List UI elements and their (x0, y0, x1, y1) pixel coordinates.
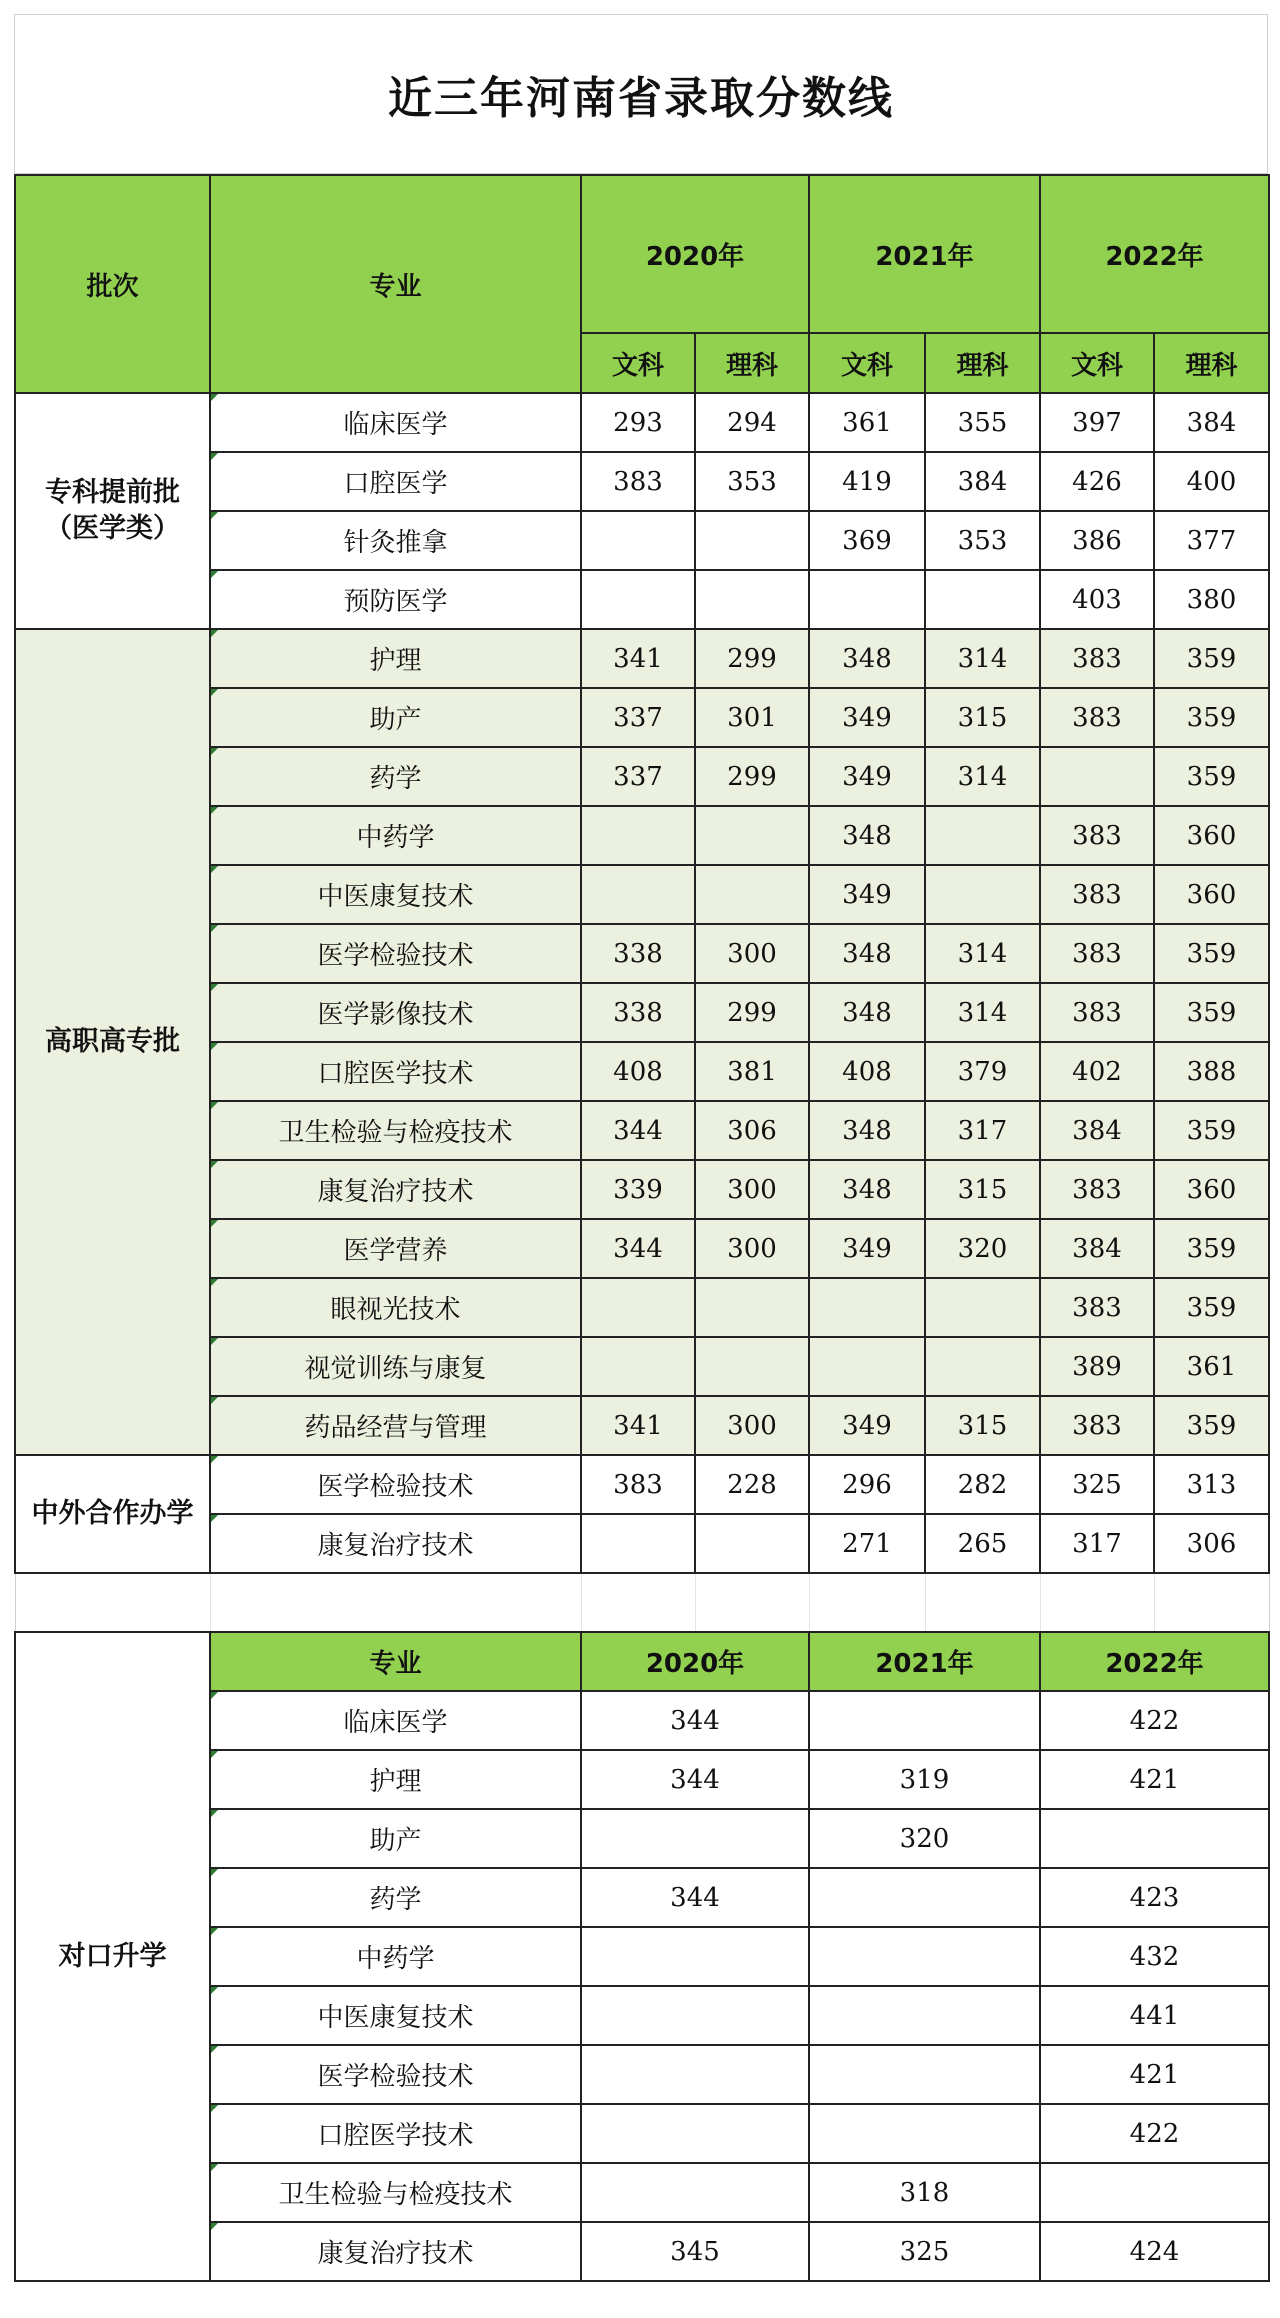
score-cell: 300 (695, 1219, 809, 1278)
score-cell: 348 (809, 1101, 925, 1160)
score-cell (809, 1337, 925, 1396)
score-cell (581, 806, 695, 865)
score-cell: 338 (581, 983, 695, 1042)
duikou-header-row (15, 1632, 1269, 1691)
score-cell: 344 (581, 1219, 695, 1278)
table-row (15, 1455, 1269, 1514)
score-cell (695, 570, 809, 629)
score-cell (695, 511, 809, 570)
score-cell: 294 (695, 393, 809, 452)
score-cell: 383 (1040, 983, 1154, 1042)
score-table (14, 174, 1270, 2282)
score-cell: 300 (695, 1396, 809, 1455)
score-cell: 355 (925, 393, 1040, 452)
major-cell: 口腔医学技术 (210, 2104, 581, 2163)
score-cell: 314 (925, 983, 1040, 1042)
score-cell: 383 (1040, 924, 1154, 983)
major-cell: 口腔医学 (210, 452, 581, 511)
score-cell: 421 (1040, 2045, 1269, 2104)
score-cell: 421 (1040, 1750, 1269, 1809)
score-cell: 315 (925, 688, 1040, 747)
score-cell: 403 (1040, 570, 1154, 629)
score-cell: 361 (1154, 1337, 1269, 1396)
score-cell: 314 (925, 747, 1040, 806)
major-cell: 药学 (210, 1868, 581, 1927)
score-cell: 348 (809, 629, 925, 688)
score-cell (809, 1278, 925, 1337)
score-cell: 359 (1154, 1278, 1269, 1337)
score-cell (695, 1337, 809, 1396)
score-cell (581, 1278, 695, 1337)
header-like-2022: 理科 (1154, 333, 1269, 393)
score-cell: 359 (1154, 924, 1269, 983)
major-cell: 护理 (210, 1750, 581, 1809)
table-row (15, 629, 1269, 688)
score-cell: 325 (1040, 1455, 1154, 1514)
score-cell: 384 (1040, 1101, 1154, 1160)
score-cell: 344 (581, 1101, 695, 1160)
major-cell: 中药学 (210, 806, 581, 865)
score-cell: 359 (1154, 1396, 1269, 1455)
score-cell: 383 (1040, 1278, 1154, 1337)
score-cell: 345 (581, 2222, 809, 2281)
score-cell (809, 570, 925, 629)
score-cell: 317 (925, 1101, 1040, 1160)
score-cell (809, 1691, 1040, 1750)
score-cell: 344 (581, 1750, 809, 1809)
score-cell: 389 (1040, 1337, 1154, 1396)
major-cell: 医学营养 (210, 1219, 581, 1278)
score-cell: 337 (581, 747, 695, 806)
score-cell: 359 (1154, 629, 1269, 688)
header-year-2020: 2020年 (581, 175, 809, 333)
header-wenke-2022: 文科 (1040, 333, 1154, 393)
batch-label: 对口升学 (15, 1632, 210, 2281)
duikou-header-major: 专业 (210, 1632, 581, 1691)
spacer-cell (1040, 1573, 1154, 1632)
score-cell (809, 2045, 1040, 2104)
major-cell: 药学 (210, 747, 581, 806)
major-cell: 康复治疗技术 (210, 1514, 581, 1573)
score-cell: 383 (581, 452, 695, 511)
score-cell: 441 (1040, 1986, 1269, 2045)
major-cell: 预防医学 (210, 570, 581, 629)
major-cell: 医学检验技术 (210, 1455, 581, 1514)
score-cell: 381 (695, 1042, 809, 1101)
score-cell: 359 (1154, 688, 1269, 747)
major-cell: 视觉训练与康复 (210, 1337, 581, 1396)
score-cell: 319 (809, 1750, 1040, 1809)
score-cell: 419 (809, 452, 925, 511)
score-cell: 360 (1154, 865, 1269, 924)
spacer-cell (695, 1573, 809, 1632)
score-cell (809, 2104, 1040, 2163)
score-cell: 383 (1040, 688, 1154, 747)
score-cell: 383 (1040, 1160, 1154, 1219)
header-batch: 批次 (15, 175, 210, 393)
score-cell: 348 (809, 983, 925, 1042)
score-cell: 361 (809, 393, 925, 452)
spacer-row (15, 1573, 1269, 1632)
score-cell: 359 (1154, 983, 1269, 1042)
score-cell (809, 1927, 1040, 1986)
score-cell (581, 1337, 695, 1396)
score-cell: 341 (581, 1396, 695, 1455)
table-row (15, 393, 1269, 452)
batch-label: 专科提前批 （医学类） (15, 393, 210, 629)
score-cell (925, 1278, 1040, 1337)
major-cell: 药品经营与管理 (210, 1396, 581, 1455)
score-cell: 293 (581, 393, 695, 452)
score-cell: 400 (1154, 452, 1269, 511)
header-year-2021: 2021年 (809, 175, 1040, 333)
score-cell (695, 1514, 809, 1573)
score-cell (925, 1337, 1040, 1396)
score-cell: 408 (581, 1042, 695, 1101)
score-cell (581, 2045, 809, 2104)
score-cell: 383 (1040, 806, 1154, 865)
score-cell: 271 (809, 1514, 925, 1573)
score-cell: 349 (809, 688, 925, 747)
score-cell: 397 (1040, 393, 1154, 452)
header-row-years (15, 175, 1269, 333)
score-sheet (14, 14, 1268, 2282)
score-cell: 353 (925, 511, 1040, 570)
score-cell: 337 (581, 688, 695, 747)
score-cell (695, 1278, 809, 1337)
major-cell: 临床医学 (210, 393, 581, 452)
major-cell: 助产 (210, 1809, 581, 1868)
score-cell: 306 (1154, 1514, 1269, 1573)
score-cell: 318 (809, 2163, 1040, 2222)
spacer-cell (1154, 1573, 1269, 1632)
score-cell (581, 1986, 809, 2045)
header-major: 专业 (210, 175, 581, 393)
score-cell: 344 (581, 1868, 809, 1927)
score-cell: 349 (809, 1219, 925, 1278)
major-cell: 中医康复技术 (210, 1986, 581, 2045)
score-cell: 306 (695, 1101, 809, 1160)
score-cell (925, 570, 1040, 629)
score-cell: 359 (1154, 1219, 1269, 1278)
score-cell: 301 (695, 688, 809, 747)
duikou-header-year: 2020年 (581, 1632, 809, 1691)
score-cell: 359 (1154, 747, 1269, 806)
score-cell (581, 865, 695, 924)
score-cell (1040, 1809, 1269, 1868)
score-cell: 380 (1154, 570, 1269, 629)
major-cell: 临床医学 (210, 1691, 581, 1750)
score-cell: 384 (925, 452, 1040, 511)
header-year-2022: 2022年 (1040, 175, 1269, 333)
score-cell (581, 511, 695, 570)
score-cell (809, 1986, 1040, 2045)
score-cell: 386 (1040, 511, 1154, 570)
score-cell: 423 (1040, 1868, 1269, 1927)
header-like-2021: 理科 (925, 333, 1040, 393)
score-cell: 338 (581, 924, 695, 983)
score-cell: 349 (809, 747, 925, 806)
major-cell: 中药学 (210, 1927, 581, 1986)
score-cell (695, 806, 809, 865)
batch-label: 中外合作办学 (15, 1455, 210, 1573)
score-cell (581, 2104, 809, 2163)
score-cell: 360 (1154, 806, 1269, 865)
score-cell: 348 (809, 1160, 925, 1219)
score-cell: 422 (1040, 2104, 1269, 2163)
score-cell: 320 (925, 1219, 1040, 1278)
spacer-cell (210, 1573, 581, 1632)
score-cell: 369 (809, 511, 925, 570)
score-cell (925, 806, 1040, 865)
score-cell (809, 1868, 1040, 1927)
score-cell: 360 (1154, 1160, 1269, 1219)
score-cell: 348 (809, 806, 925, 865)
score-cell: 384 (1154, 393, 1269, 452)
score-cell (581, 1809, 809, 1868)
title-box (14, 14, 1268, 174)
score-cell: 344 (581, 1691, 809, 1750)
score-cell (581, 2163, 809, 2222)
duikou-header-year: 2022年 (1040, 1632, 1269, 1691)
major-cell: 中医康复技术 (210, 865, 581, 924)
score-cell: 359 (1154, 1101, 1269, 1160)
major-cell: 护理 (210, 629, 581, 688)
score-cell (925, 865, 1040, 924)
score-cell (581, 1514, 695, 1573)
score-cell: 299 (695, 983, 809, 1042)
score-cell: 320 (809, 1809, 1040, 1868)
major-cell: 医学影像技术 (210, 983, 581, 1042)
score-cell: 424 (1040, 2222, 1269, 2281)
score-cell (1040, 2163, 1269, 2222)
header-like-2020: 理科 (695, 333, 809, 393)
major-cell: 医学检验技术 (210, 924, 581, 983)
score-cell: 349 (809, 1396, 925, 1455)
major-cell: 卫生检验与检疫技术 (210, 2163, 581, 2222)
score-cell: 388 (1154, 1042, 1269, 1101)
score-cell: 315 (925, 1160, 1040, 1219)
score-cell: 432 (1040, 1927, 1269, 1986)
major-cell: 口腔医学技术 (210, 1042, 581, 1101)
major-cell: 医学检验技术 (210, 2045, 581, 2104)
score-cell: 383 (1040, 1396, 1154, 1455)
major-cell: 助产 (210, 688, 581, 747)
score-cell: 228 (695, 1455, 809, 1514)
score-cell: 314 (925, 629, 1040, 688)
duikou-header-year: 2021年 (809, 1632, 1040, 1691)
score-cell: 426 (1040, 452, 1154, 511)
score-cell (695, 865, 809, 924)
score-cell: 349 (809, 865, 925, 924)
header-wenke-2021: 文科 (809, 333, 925, 393)
score-cell: 339 (581, 1160, 695, 1219)
major-cell: 卫生检验与检疫技术 (210, 1101, 581, 1160)
score-cell: 299 (695, 629, 809, 688)
score-cell: 265 (925, 1514, 1040, 1573)
score-cell: 384 (1040, 1219, 1154, 1278)
score-cell: 314 (925, 924, 1040, 983)
spacer-cell (15, 1573, 210, 1632)
page-title: 近三年河南省录取分数线 (388, 73, 894, 124)
score-cell: 379 (925, 1042, 1040, 1101)
score-cell: 317 (1040, 1514, 1154, 1573)
score-cell: 341 (581, 629, 695, 688)
score-cell: 383 (1040, 865, 1154, 924)
score-cell (581, 570, 695, 629)
score-cell: 383 (1040, 629, 1154, 688)
batch-label: 高职高专批 (15, 629, 210, 1455)
header-wenke-2020: 文科 (581, 333, 695, 393)
score-cell: 377 (1154, 511, 1269, 570)
spacer-cell (925, 1573, 1040, 1632)
score-cell (581, 1927, 809, 1986)
score-cell: 282 (925, 1455, 1040, 1514)
score-cell: 300 (695, 924, 809, 983)
score-cell: 402 (1040, 1042, 1154, 1101)
major-cell: 针灸推拿 (210, 511, 581, 570)
score-cell: 348 (809, 924, 925, 983)
spacer-cell (581, 1573, 695, 1632)
major-cell: 康复治疗技术 (210, 2222, 581, 2281)
score-cell: 325 (809, 2222, 1040, 2281)
score-cell: 408 (809, 1042, 925, 1101)
score-cell: 300 (695, 1160, 809, 1219)
score-cell: 296 (809, 1455, 925, 1514)
major-cell: 眼视光技术 (210, 1278, 581, 1337)
score-cell: 299 (695, 747, 809, 806)
score-cell: 383 (581, 1455, 695, 1514)
score-cell: 353 (695, 452, 809, 511)
spacer-cell (809, 1573, 925, 1632)
score-cell: 315 (925, 1396, 1040, 1455)
score-cell: 422 (1040, 1691, 1269, 1750)
major-cell: 康复治疗技术 (210, 1160, 581, 1219)
score-cell (1040, 747, 1154, 806)
score-cell: 313 (1154, 1455, 1269, 1514)
